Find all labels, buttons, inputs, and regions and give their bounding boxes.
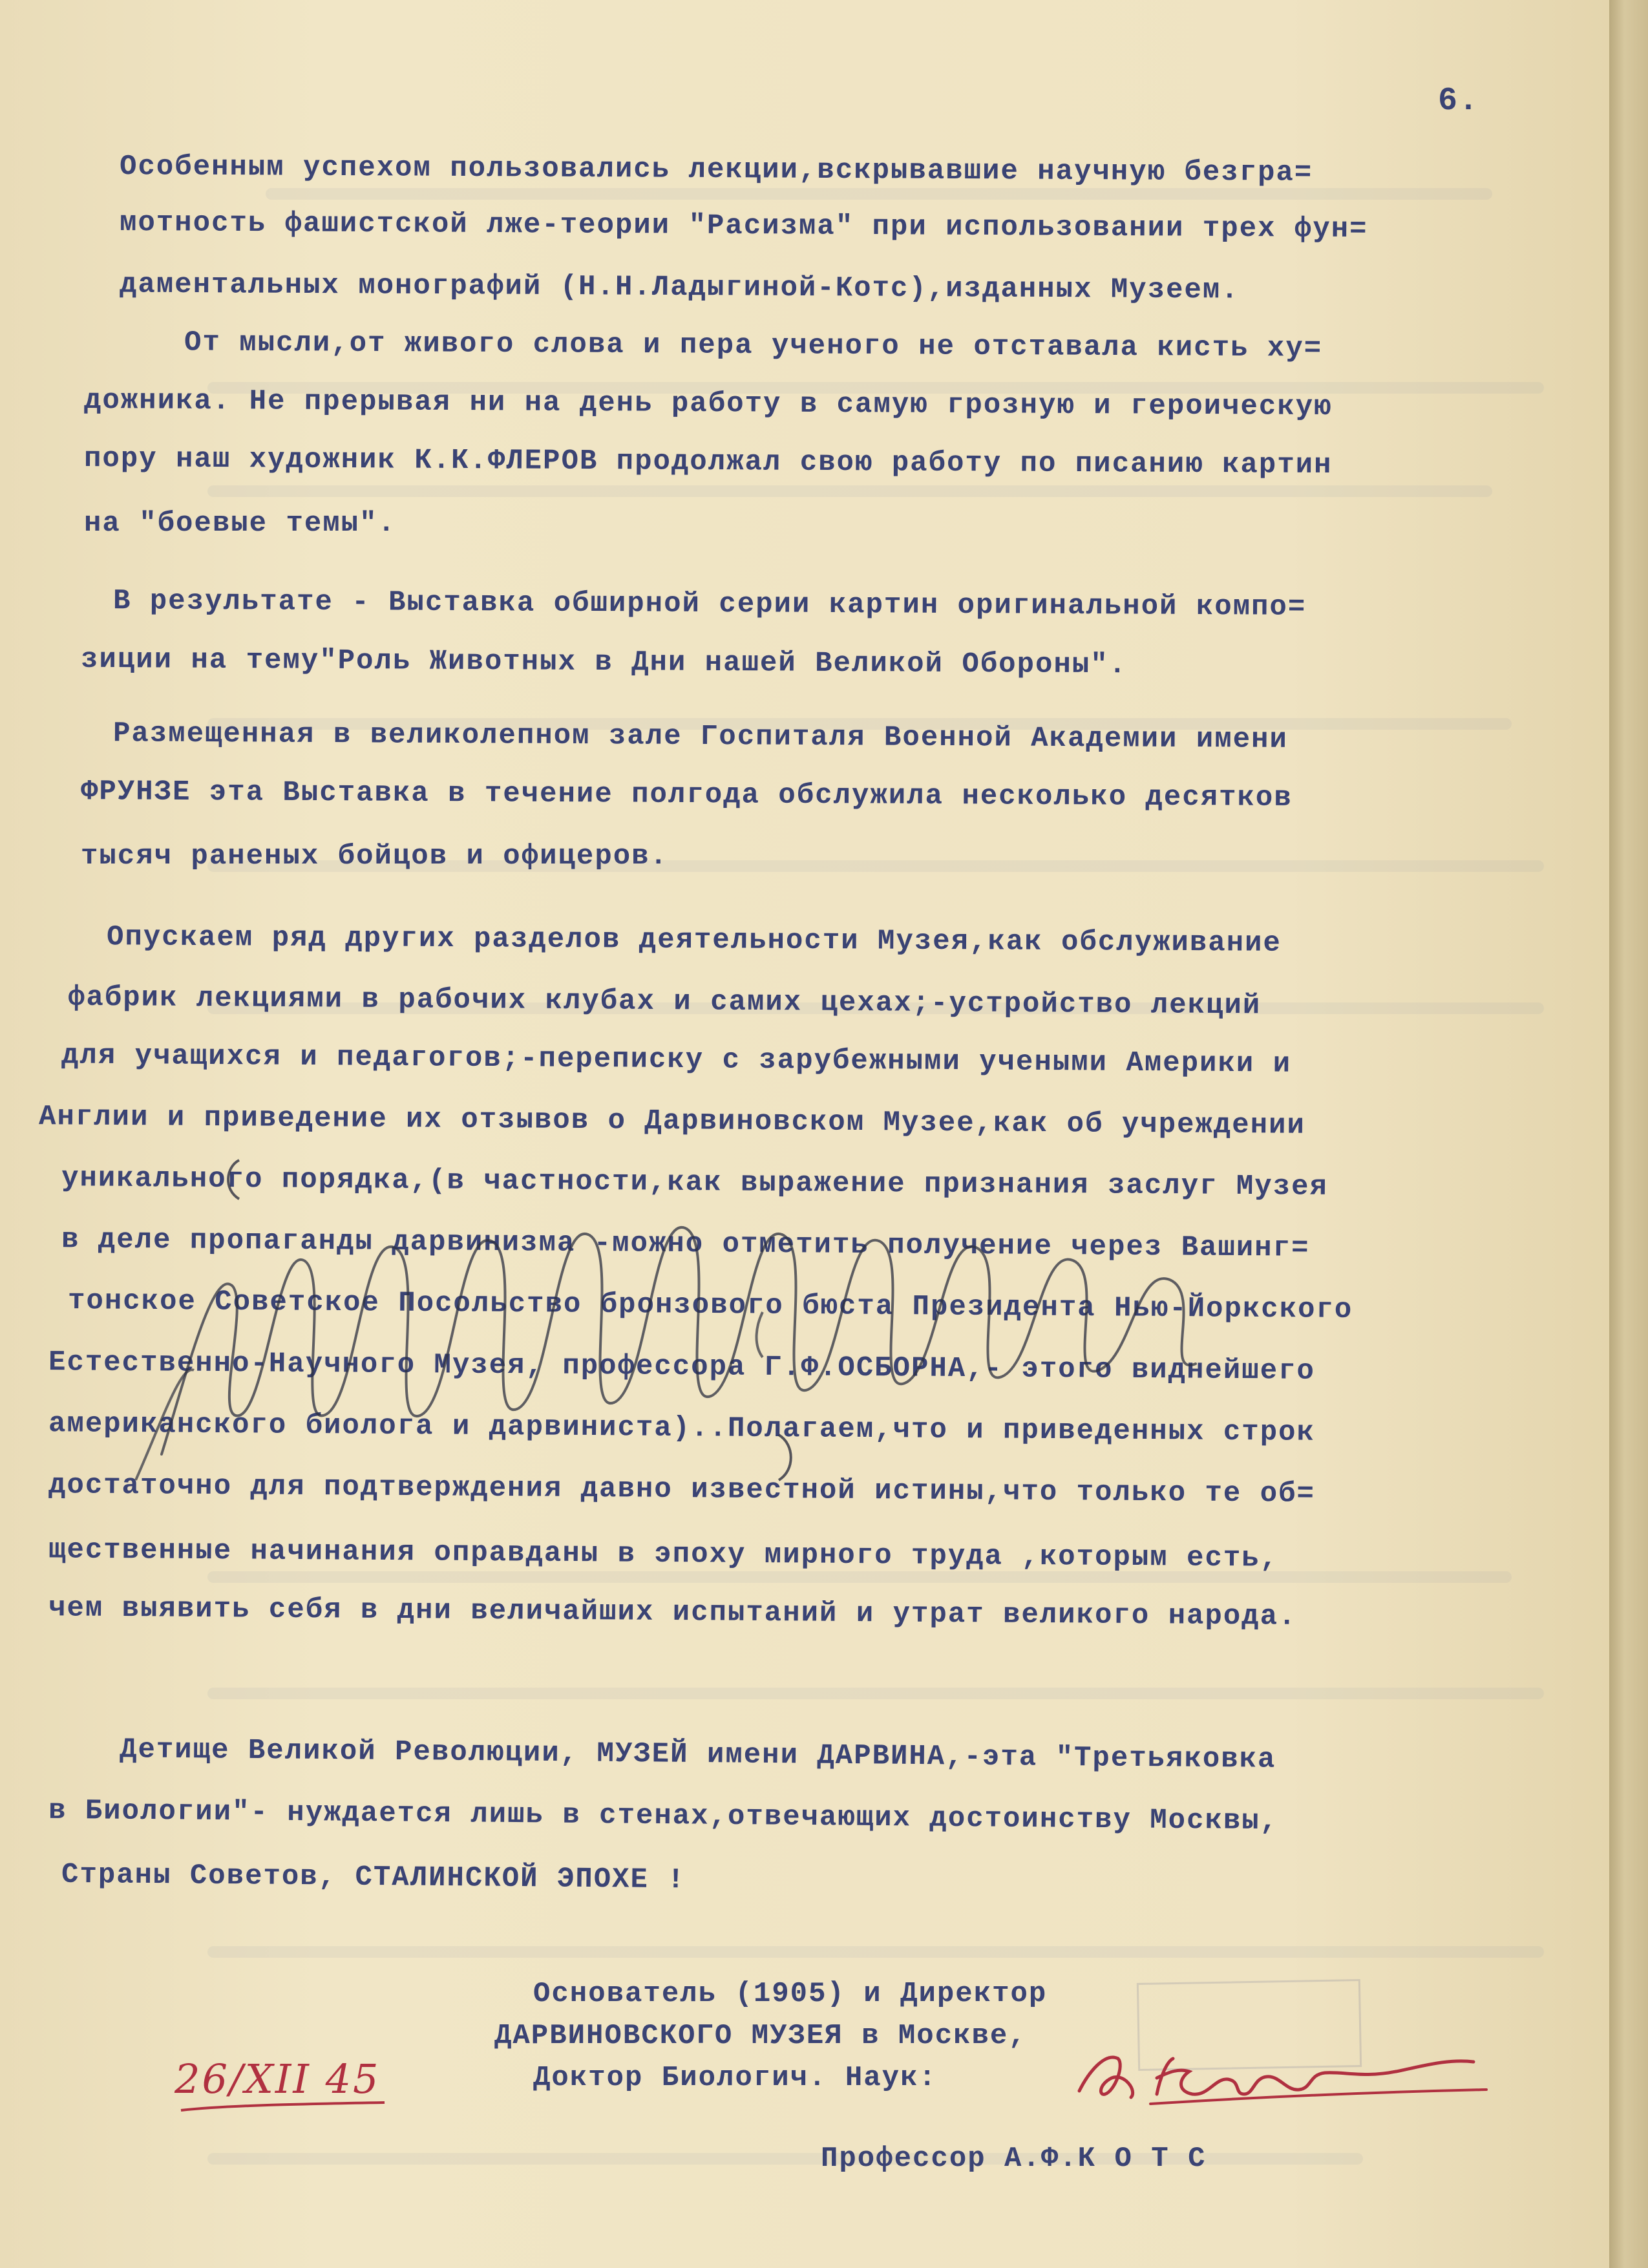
page-number: 6.: [1438, 83, 1480, 120]
text-line: мотность фашистской лже-теории "Расизма" при использовании трех фун=: [119, 206, 1368, 246]
text-line: Детище Великой Революции, МУЗЕЙ имени ДАРВИНА,-эта "Третьяковка: [119, 1733, 1276, 1776]
text-line: Англии и приведение их отзывов о Дарвиновском Музее,как об учреждении: [38, 1101, 1306, 1142]
pencil-open-bracket: [220, 1157, 246, 1202]
text-line: достаточно для подтверждения давно известной истины,что только те об=: [48, 1469, 1316, 1510]
text-line: Опускаем ряд других разделов деятельности Музея,как обслуживание: [106, 921, 1282, 960]
handwritten-date: [174, 2055, 381, 2103]
text-line: Размещенная в великолепном зале Госпиталя Военной Академии имени: [112, 717, 1288, 756]
text-line: в Биологии"- нуждается лишь в стенах,отвечающих достоинству Москвы,: [48, 1794, 1279, 1838]
signatory-name: Профессор А.Ф.К О Т С: [821, 2143, 1207, 2175]
closing-title-line: Доктор Биологич. Наук:: [533, 2062, 937, 2094]
date-text: 26/XII 45: [174, 2055, 381, 2103]
text-line: чем выявить себя в дни величайших испытаний и утрат великого народа.: [48, 1592, 1297, 1633]
text-line: фабрик лекциями в рабочих клубах и самих цехах;-устройство лекций: [67, 981, 1262, 1023]
pencil-close-bracket: [772, 1432, 798, 1483]
closing-title-line: Основатель (1905) и Директор: [533, 1978, 1048, 2010]
handwritten-signature: [1060, 2033, 1499, 2117]
date-underline: [178, 2097, 391, 2117]
text-line: на "боевые темы".: [84, 507, 396, 540]
text-line: Естественно-Научного Музея, профессора Г.Ф.ОСБОРНА,- этого виднейшего: [48, 1346, 1316, 1388]
pencil-strikethrough-scribble: [110, 1209, 1532, 1506]
text-line: американского биолога и дарвиниста)..Полагаем,что и приведенных строк: [48, 1408, 1316, 1449]
text-line: Особенным успехом пользовались лекции,вскрывавшие научную безгра=: [119, 151, 1313, 189]
text-line: щественные начинания оправданы в эпоху мирного труда ,которым есть,: [48, 1534, 1279, 1575]
text-line: дожника. Не прерывая ни на день работу в самую грозную и героическую: [83, 384, 1333, 424]
text-line: тонское Советское Посольство бронзового бюста Президента Нью-Йоркского: [67, 1285, 1353, 1326]
text-line: для учащихся и педагогов;-переписку с зарубежными учеными Америки и: [61, 1039, 1292, 1081]
text-line: От мысли,от живого слова и пера ученого не отставала кисть ху=: [184, 326, 1323, 365]
text-line: пору наш художник К.К.ФЛЕРОВ продолжал свою работу по писанию картин: [83, 442, 1333, 482]
text-line: В результате - Выставка обширной серии картин оригинальной компо=: [112, 585, 1307, 624]
text-line: уникального порядка,(в частности,как выражение признания заслуг Музея: [61, 1162, 1329, 1203]
text-line: Страны Советов, СТАЛИНСКОЙ ЭПОХЕ !: [61, 1858, 686, 1897]
text-line: ФРУНЗЕ эта Выставка в течение полгода обслужила несколько десятков: [80, 776, 1293, 814]
text-line: тысяч раненых бойцов и офицеров.: [81, 840, 668, 873]
text-line: даментальных монографий (Н.Н.Ладыгиной-Котс),изданных Музеем.: [119, 268, 1240, 307]
page-edge: [1609, 0, 1648, 2268]
closing-title-line: ДАРВИНОВСКОГО МУЗЕЯ в Москве,: [494, 2020, 1027, 2052]
text-line: зиции на тему"Роль Животных в Дни нашей Великой Обороны".: [80, 643, 1128, 682]
text-line: в деле пропаганды дарвинизма -можно отметить получение через Вашинг=: [61, 1224, 1310, 1265]
